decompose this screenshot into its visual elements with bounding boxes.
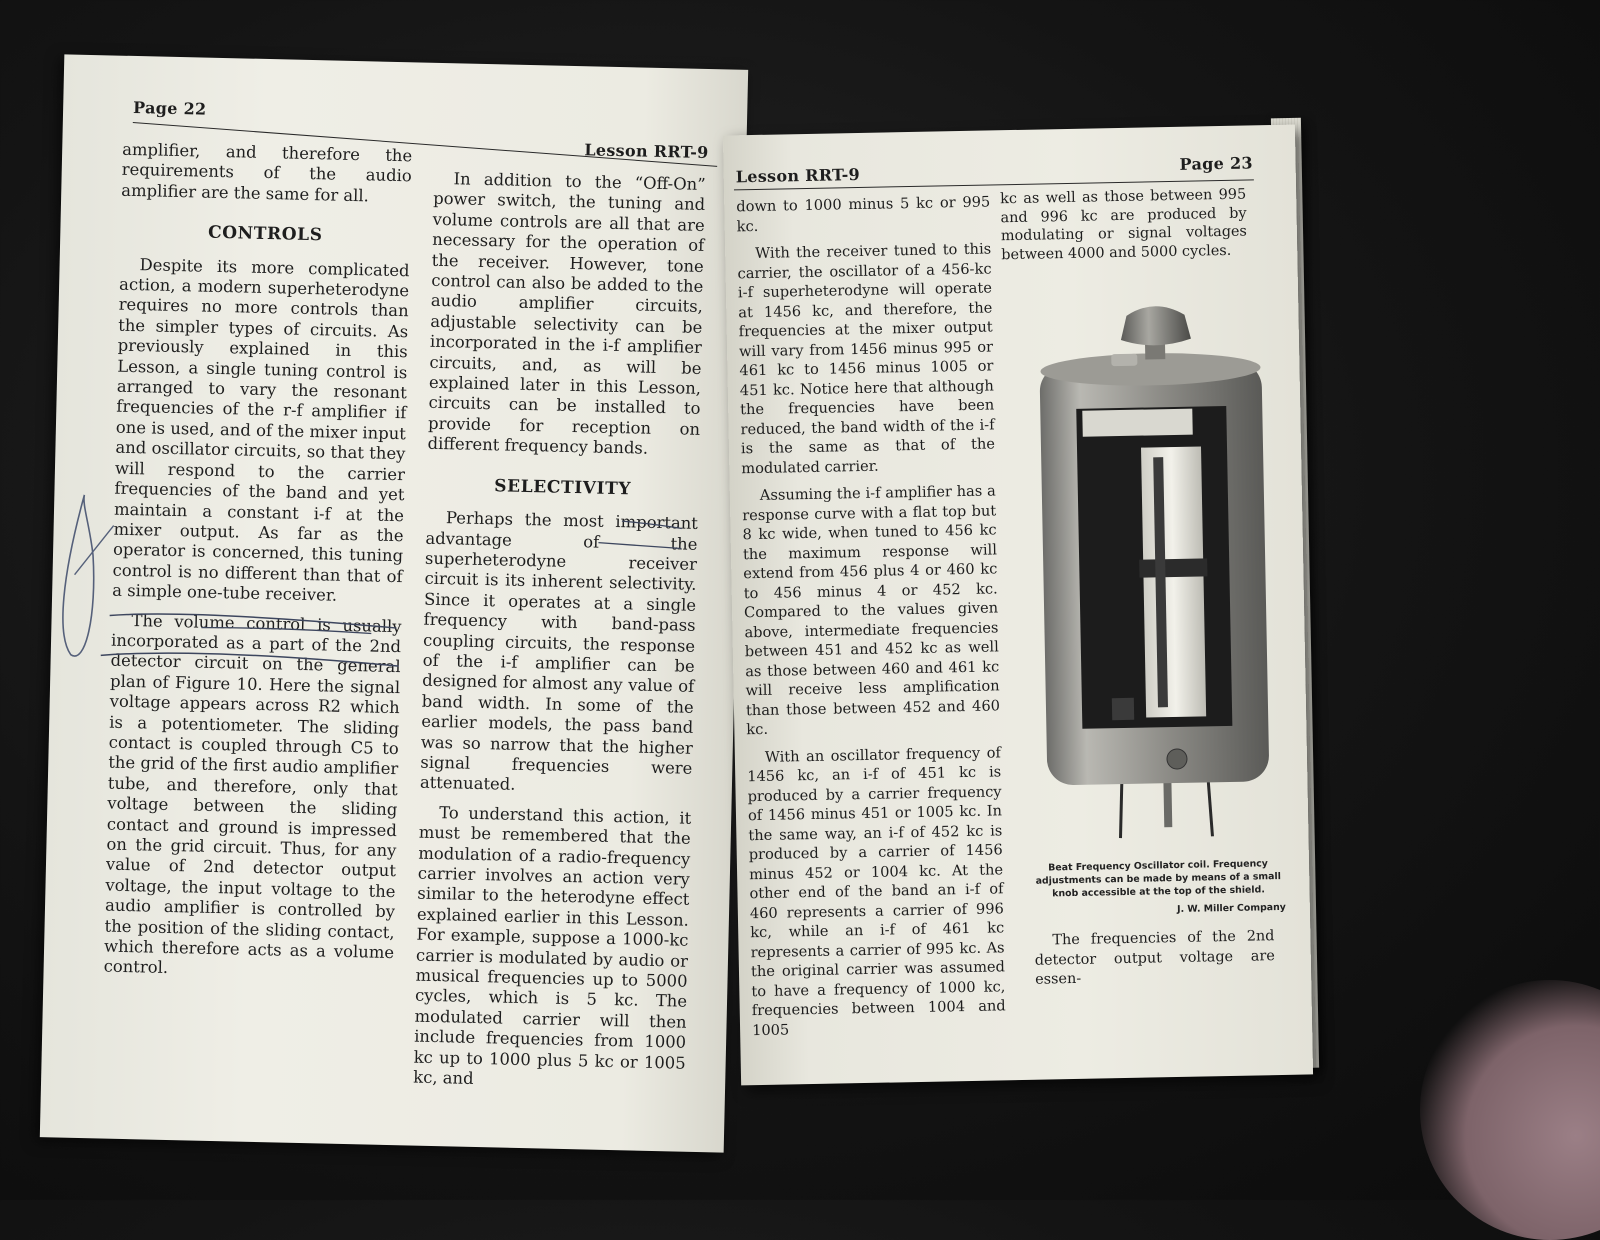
right-page-column-2-bottom: [1034, 927, 1275, 998]
handwritten-mark: [75, 525, 114, 576]
paragraph-controls-1: Despite its more complicated action, a modern superheterodyne requires no more controls than the simpler types of circuits. As previously explained in this Lesson, a single tuning control is arranged to vary the resonant frequencies of the r-f amplifier if one is used, and of the mixer input and oscillator circuits, so that they will respond to the carrier frequencies of the band and yet maintain a constant i-f at the mixer output. As far as the operator is concerned, this tuning control is no different than that of a simple one-tube receiver.: [112, 254, 410, 605]
paragraph-continuation: kc as well as those between 995 and 996 kc are produced by modulating or signal voltages between 4000 and 5000 cycles.: [1000, 186, 1248, 263]
paragraph-detector-output: The frequencies of the 2nd detector output voltage are essen-: [1034, 928, 1275, 988]
oscillator-coil-photo: [1018, 295, 1291, 860]
page-number-right: Page 23: [1179, 153, 1254, 174]
figure-credit: J. W. Miller Company: [1176, 901, 1286, 916]
lesson-header-right: Lesson RRT-9: [735, 164, 861, 187]
paragraph-controls-3: In addition to the “Off-On” power switch, the tuning and volume controls are all that are necessary for the operation of the receiver. However, tone control can also be added to the audio amplifier circuits, adjustable selectivity can be incorporated in the i-f amplifier circuits, and, as will be explained later in this Lesson, circuits can be installed to provide for reception on different frequency bands.: [427, 169, 706, 459]
paragraph-selectivity-2: To understand this action, it must be remembered that the modulation of a radio-frequency carrier involves an action very similar to the heterodyne effect explained earlier in this Lesson. For example, suppose a 1000-kc carrier is modulated by audio or musical frequencies up to 5000 cycles, which is 5 kc. The modulated carrier will then include frequencies from 1000 kc up to 1000 plus 5 kc or 1005 kc, and: [413, 802, 692, 1088]
handwritten-scribble: [62, 495, 96, 657]
paragraph-response-curve: Assuming the i-f amplifier has a response curve with a flat top but 8 kc wide, when tuned to 456 kc the maximum response will extend from 456 plus 4 or 460 kc to 456 minus 4 or 452 kc. Compared to the values given above, intermediate frequencies between 451 and 452 kc as well as those between 460 and 461 kc will receive less amplification than those between 452 and 460 kc.: [742, 482, 1001, 739]
mounting-screw: [1112, 698, 1134, 720]
background-cloth: [1420, 980, 1600, 1240]
section-heading-selectivity: SELECTIVITY: [494, 475, 632, 500]
left-page-column-1: [103, 140, 412, 993]
figure-caption: Beat Frequency Oscillator coil. Frequency adjustments can be made by means of a small knob accessible at the top of the shield.: [1035, 858, 1281, 900]
lesson-header-left: Lesson RRT-9: [584, 140, 709, 163]
small-tab: [1111, 354, 1137, 366]
paragraph-controls-2: The volume control is usually incorporated as a part of the 2nd detector circuit on the general plan of Figure 10. Here the signal voltage appears across R2 which is a potentiometer. The sliding contact is coupled through C5 to the grid of the first audio amplifier tube, and therefore, only that voltage between the sliding contact and ground is impressed on the grid circuit. Thus, for any value of 2nd detector output voltage, the input voltage to the audio amplifier is controlled by the position of the sliding contact, which therefore acts as a volume control.: [103, 610, 402, 978]
left-page: [40, 54, 748, 1152]
coil-form: [1141, 446, 1206, 717]
right-page: [723, 125, 1313, 1086]
adjustment-knob: [1120, 306, 1191, 346]
paragraph-selectivity-1: Perhaps the most important advantage of the superheterodyne receiver circuit is its inherent selectivity. Since it operates at a single frequency with band-pass coupling circuits, the response of the i-f amplifier can be designed for almost any value of band width. In some of the earlier models, the pass band was so narrow that the higher signal frequencies were attenuated.: [419, 508, 699, 795]
page-number-left: Page 22: [132, 97, 207, 119]
right-page-column-2: [1000, 186, 1248, 273]
coil-winding: [1139, 558, 1207, 577]
right-page-column-1: [736, 192, 1006, 1048]
paragraph-oscillator: With the receiver tuned to this carrier, the oscillator of a 456-kc i-f superheterodyne will operate at 1456 kc, and therefore, the frequencies at the mixer output will vary from 1456 minus 995 or 461 kc to 1456 minus 1005 or 451 kc. Notice here that although the frequencies have been reduced, the band width of the i-f is the same as that of the modulated carrier.: [737, 240, 996, 477]
left-page-column-2: [413, 169, 706, 1103]
paragraph-continuation: amplifier, and therefore the requirements of the audio amplifier are the same for all.: [121, 139, 413, 206]
paragraph-carrier-frequency: With an oscillator frequency of 1456 kc, an i-f of 451 kc is produced by a carrier frequency of 1456 minus 451 or 1005 kc. In the same way, an i-f of 452 kc is produced by a carrier of 1456 minus 452 or 1004 kc. At the other end of the band an i-f of 460 represents a carrier of 996 kc, while an i-f of 461 kc represents a carrier of 995 kc. As the original carrier was assumed to have a frequency of 1000 kc, frequencies between 1004 and 1005: [747, 743, 1006, 1039]
front-screw: [1167, 749, 1187, 769]
paragraph-continuation: down to 1000 minus 5 kc or 995 kc.: [736, 193, 991, 235]
coil-bracket: [1082, 409, 1192, 437]
section-heading-controls: CONTROLS: [207, 222, 323, 246]
